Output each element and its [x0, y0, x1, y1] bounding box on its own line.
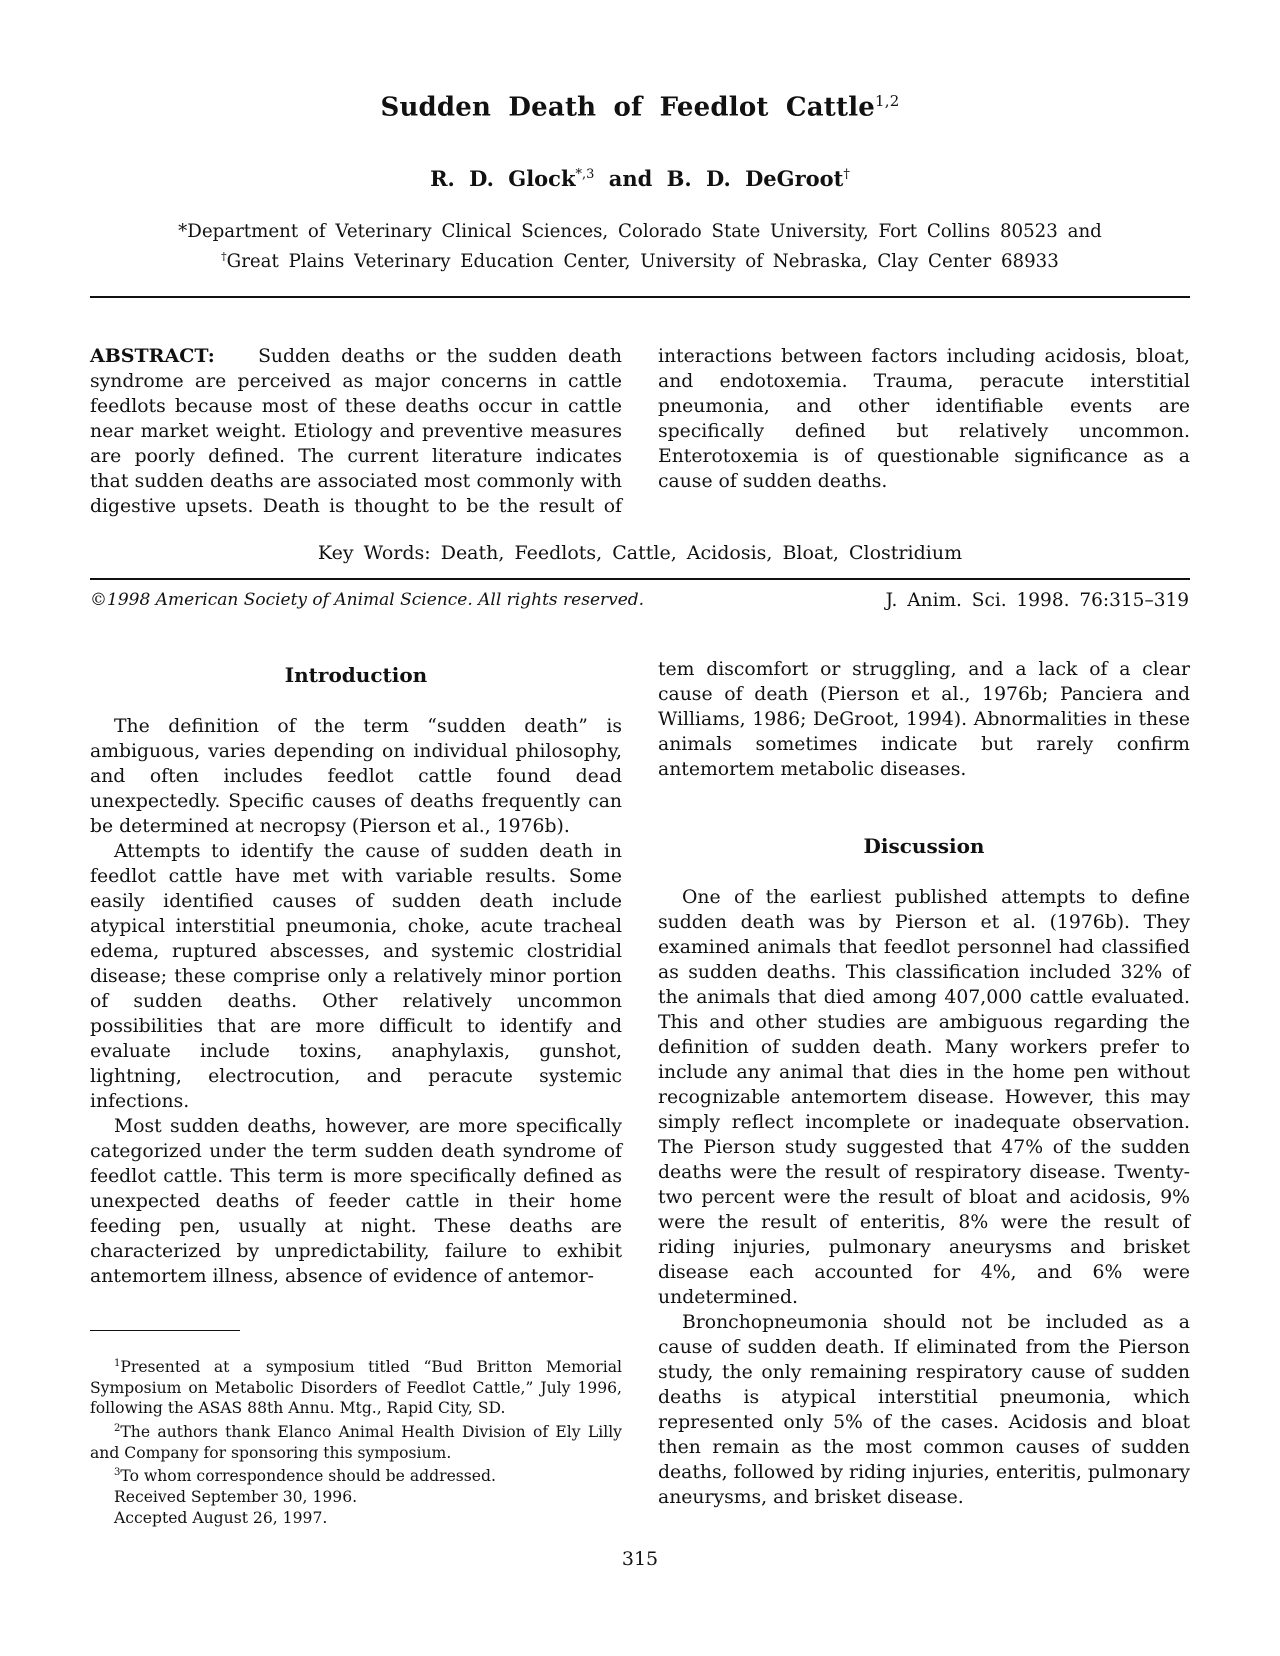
abstract: [90, 344, 1190, 520]
footnote-2: [90, 1419, 622, 1463]
footnote-1-text: Presented at a symposium titled “Bud Britton Memorial Symposium on Metabolic Disorders of Feedlot Cattle,” July 1996, following the ASAS 88th Annu. Mtg., Rapid City, SD.: [90, 1358, 622, 1418]
footnotes: [90, 1354, 622, 1528]
affiliation-2-mark: †: [221, 250, 227, 263]
keywords-rule: [90, 578, 1190, 580]
author-1-marks: *,3: [575, 167, 595, 182]
copyright-notice: ©1998 American Society of Animal Science. All rights reserved.: [90, 590, 645, 610]
discussion-heading: Discussion: [863, 834, 985, 858]
introduction-paragraph-2: Attempts to identify the cause of sudden death in feedlot cattle have met with variable results. Some easily identified causes of sudden death include atypical interstitial pneumonia, choke, acute tracheal edema, ruptured abscesses, and systemic clostridial disease; these comprise only a relatively minor portion of sudden deaths. Other relatively uncommon possibilities that are more difficult to identify and evaluate include toxins, anaphylaxis, gunshot, lightning, electrocution, and peracute systemic infections.: [90, 841, 622, 1112]
footnote-1: [90, 1354, 622, 1419]
introduction-paragraph-3: Most sudden deaths, however, are more specifically categorized under the term sudden death syndrome of feedlot cattle. This term is more specifically defined as unexpected deaths of feeder cattle in their home feeding pen, usually at night. These deaths are characterized by unpredictability, failure to exhibit antemortem illness, absence of evidence of antemor-: [90, 1116, 622, 1287]
introduction-paragraph-3-continued: tem discomfort or struggling, and a lack of a clear cause of death (Pierson et al., 1976b; Panciera and Williams, 1986; DeGroot, 1994). Abnormalities in these animals sometimes indicate but rarely confirm antemortem metabolic diseases.: [658, 659, 1190, 780]
discussion-paragraph-2: Bronchopneumonia should not be included as a cause of sudden death. If eliminated from the Pierson study, the only remaining respiratory cause of sudden deaths is atypical interstitial pneumonia, which represented only 5% of the cases. Acidosis and bloat then remain as the most common causes of sudden deaths, followed by riding injuries, enteritis, pulmonary aneurysms, and brisket disease.: [658, 1312, 1190, 1508]
footnote-2-mark: 2: [114, 1422, 121, 1434]
page-number: 315: [621, 1548, 659, 1570]
affiliation-line-1: *Department of Veterinary Clinical Sciences, Colorado State University, Fort Collins 80523 and: [178, 221, 1102, 242]
abstract-label: ABSTRACT:: [90, 345, 215, 367]
left-column: [90, 657, 622, 1289]
keywords: Key Words: Death, Feedlots, Cattle, Acidosis, Bloat, Clostridium: [317, 542, 963, 564]
title-text: Sudden Death of Feedlot Cattle: [380, 92, 876, 123]
introduction-paragraph-1: The definition of the term “sudden death” is ambiguous, varies depending on individual philosophy, and often includes feedlot cattle found dead unexpectedly. Specific causes of deaths frequently can be determined at necropsy (Pierson et al., 1976b).: [90, 716, 622, 837]
author-conjunction: and: [608, 166, 653, 191]
author-1: R. D. Glock: [430, 166, 576, 191]
footnote-rule: [90, 1330, 240, 1331]
accepted-date: Accepted August 26, 1997.: [114, 1508, 328, 1527]
footnote-2-text: The authors thank Elanco Animal Health Division of Ely Lilly and Company for sponsoring this symposium.: [90, 1423, 622, 1462]
discussion-paragraph-1: One of the earliest published attempts to define sudden death was by Pierson et al. (1976b). They examined animals that feedlot personnel had classified as sudden deaths. This classification included 32% of the animals that died among 407,000 cattle evaluated. This and other studies are ambiguous regarding the definition of sudden death. Many workers prefer to include any animal that dies in the home pen without recognizable antemortem disease. However, this may simply reflect incomplete or inadequate observation. The Pierson study suggested that 47% of the sudden deaths were the result of respiratory disease. Twenty-two percent were the result of bloat and acidosis, 9% were the result of enteritis, 8% were the result of riding injuries, pulmonary aneurysms and brisket disease each accounted for 4%, and 6% were undetermined.: [658, 887, 1190, 1308]
title-footnote-marks: 1,2: [875, 92, 900, 110]
right-column: [658, 657, 1190, 1510]
abstract-text: Sudden deaths or the sudden death syndrome are perceived as major concerns in cattle feedlots because most of these deaths occur in cattle near market weight. Etiology and preventive measures are poorly defined. The current literature indicates that sudden deaths are associated most commonly with digestive upsets. Death is thought to be the result of interactions between factors including acidosis, bloat, and endotoxemia. Trauma, peracute interstitial pneumonia, and other identifiable events are specifically defined but relatively uncommon. Enterotoxemia is of questionable significance as a cause of sudden deaths.: [90, 346, 1190, 517]
author-2: B. D. DeGroot: [666, 166, 844, 191]
header-rule: [90, 296, 1190, 298]
footnote-3: [90, 1463, 622, 1487]
footnote-3-text: To whom correspondence should be addressed.: [120, 1467, 496, 1486]
author-2-marks: †: [843, 167, 850, 182]
author-line: [0, 166, 1280, 191]
affiliations: [90, 219, 1190, 274]
affiliation-line-2: [90, 244, 1190, 274]
affiliation-line-2-text: Great Plains Veterinary Education Center, University of Nebraska, Clay Center 68933: [226, 251, 1059, 273]
received-date: Received September 30, 1996.: [114, 1488, 358, 1507]
introduction-heading: Introduction: [284, 663, 428, 687]
footnote-1-mark: 1: [114, 1358, 121, 1369]
paper-title: [0, 92, 1280, 123]
journal-citation: J. Anim. Sci. 1998. 76:315–319: [885, 590, 1189, 611]
footnote-3-mark: 3: [114, 1467, 121, 1479]
